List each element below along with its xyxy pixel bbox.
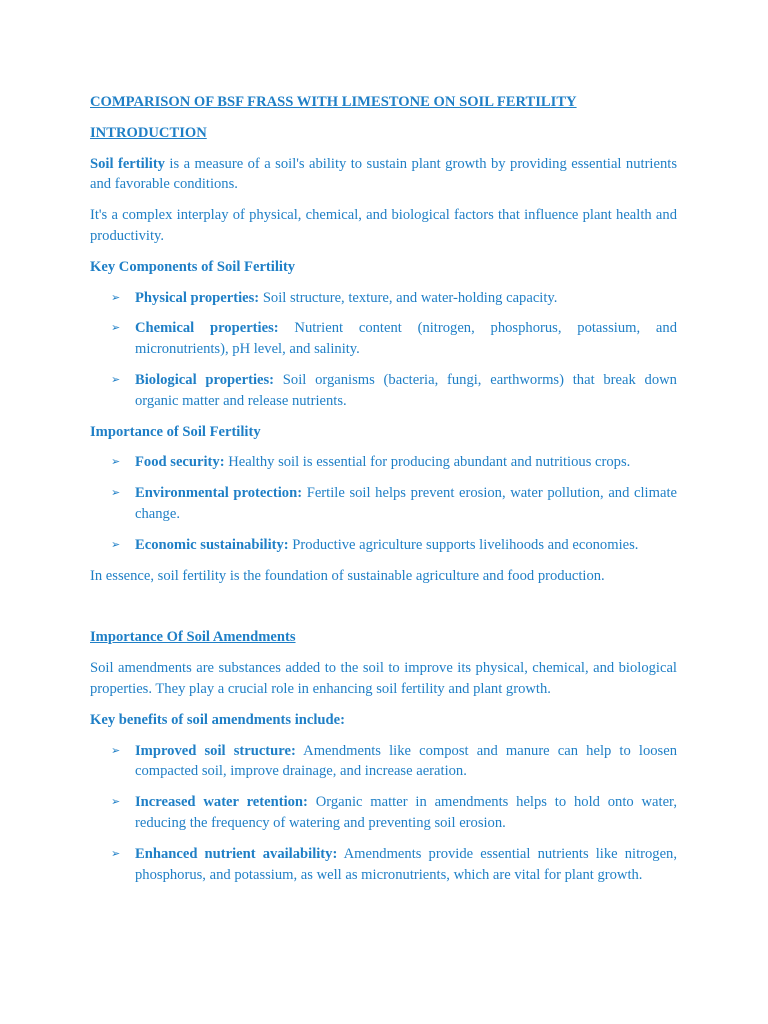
intro-paragraph-1 xyxy=(90,154,677,196)
list-item xyxy=(90,741,677,783)
list-item-label: Enhanced nutrient availability: xyxy=(135,845,338,862)
list-item-text: Amendments provide essential nutrients like nitrogen, phosphorus, and potassium, as well as micronutrients, which are vital for plant growth. xyxy=(135,845,677,883)
arrow-bullet-icon: ➢ xyxy=(111,743,121,757)
amendments-heading[interactable]: Importance Of Soil Amendments xyxy=(90,629,296,646)
list-item-label: Economic sustainability: xyxy=(135,536,289,553)
arrow-bullet-icon: ➢ xyxy=(111,290,121,304)
amendments-paragraph: Soil amendments are substances added to the soil to improve its physical, chemical, and biological properties. They play a crucial role in enhancing soil fertility and plant growth. xyxy=(90,660,677,697)
arrow-bullet-icon: ➢ xyxy=(111,846,121,860)
list-item xyxy=(90,318,677,360)
benefits-list xyxy=(90,741,677,886)
key-components-heading: Key Components of Soil Fertility xyxy=(90,258,296,275)
list-item-label: Physical properties: xyxy=(135,289,260,306)
list-item-text: Fertile soil helps prevent erosion, water pollution, and climate change. xyxy=(135,485,677,522)
list-item-label: Food security: xyxy=(135,454,225,471)
list-item-text: Nutrient content (nitrogen, phosphorus, potassium, and micronutrients), pH level, and salinity. xyxy=(135,320,677,358)
key-components-list xyxy=(90,288,677,412)
arrow-bullet-icon: ➢ xyxy=(111,537,121,551)
document-title[interactable]: COMPARISON OF BSF FRASS WITH LIMESTONE ON SOIL FERTILITY xyxy=(90,94,577,110)
arrow-bullet-icon: ➢ xyxy=(111,321,121,335)
importance-heading: Importance of Soil Fertility xyxy=(90,423,261,440)
introduction-heading[interactable]: INTRODUCTION xyxy=(90,124,207,141)
arrow-bullet-icon: ➢ xyxy=(111,795,121,809)
list-item-text: Soil organisms (bacteria, fungi, earthworms) that break down organic matter and release nutrients. xyxy=(135,371,677,409)
arrow-bullet-icon: ➢ xyxy=(111,455,121,469)
list-item-text: Amendments like compost and manure can help to loosen compacted soil, improve drainage, and increase aeration. xyxy=(135,742,678,780)
essence-paragraph: In essence, soil fertility is the foundation of sustainable agriculture and food production. xyxy=(90,567,605,584)
list-item xyxy=(90,792,677,834)
intro-paragraph-1-text: is a measure of a soil's ability to sustain plant growth by providing essential nutrients and favorable conditions. xyxy=(90,155,677,193)
arrow-bullet-icon: ➢ xyxy=(111,486,121,500)
list-item-text: Soil structure, texture, and water-holding capacity. xyxy=(259,289,558,306)
list-item xyxy=(90,535,677,556)
list-item xyxy=(90,288,677,309)
list-item xyxy=(90,452,677,473)
soil-fertility-term: Soil fertility xyxy=(90,155,165,172)
list-item xyxy=(90,483,677,525)
list-item-text: Productive agriculture supports livelihoods and economies. xyxy=(288,536,639,553)
intro-paragraph-2: It's a complex interplay of physical, chemical, and biological factors that influence plant health and productivity. xyxy=(90,207,677,244)
list-item-label: Chemical properties: xyxy=(135,320,279,337)
list-item-label: Improved soil structure: xyxy=(135,742,296,759)
list-item-text: Organic matter in amendments helps to hold onto water, reducing the frequency of watering and preventing soil erosion. xyxy=(135,794,677,831)
list-item-label: Environmental protection: xyxy=(135,485,303,502)
list-item xyxy=(90,370,677,412)
list-item-text: Healthy soil is essential for producing abundant and nutritious crops. xyxy=(224,454,631,471)
benefits-heading: Key benefits of soil amendments include: xyxy=(90,711,345,728)
list-item-label: Biological properties: xyxy=(135,371,275,388)
list-item xyxy=(90,844,677,886)
arrow-bullet-icon: ➢ xyxy=(111,372,121,386)
importance-list xyxy=(90,452,677,555)
list-item-label: Increased water retention: xyxy=(135,794,308,811)
document-body xyxy=(90,92,677,885)
